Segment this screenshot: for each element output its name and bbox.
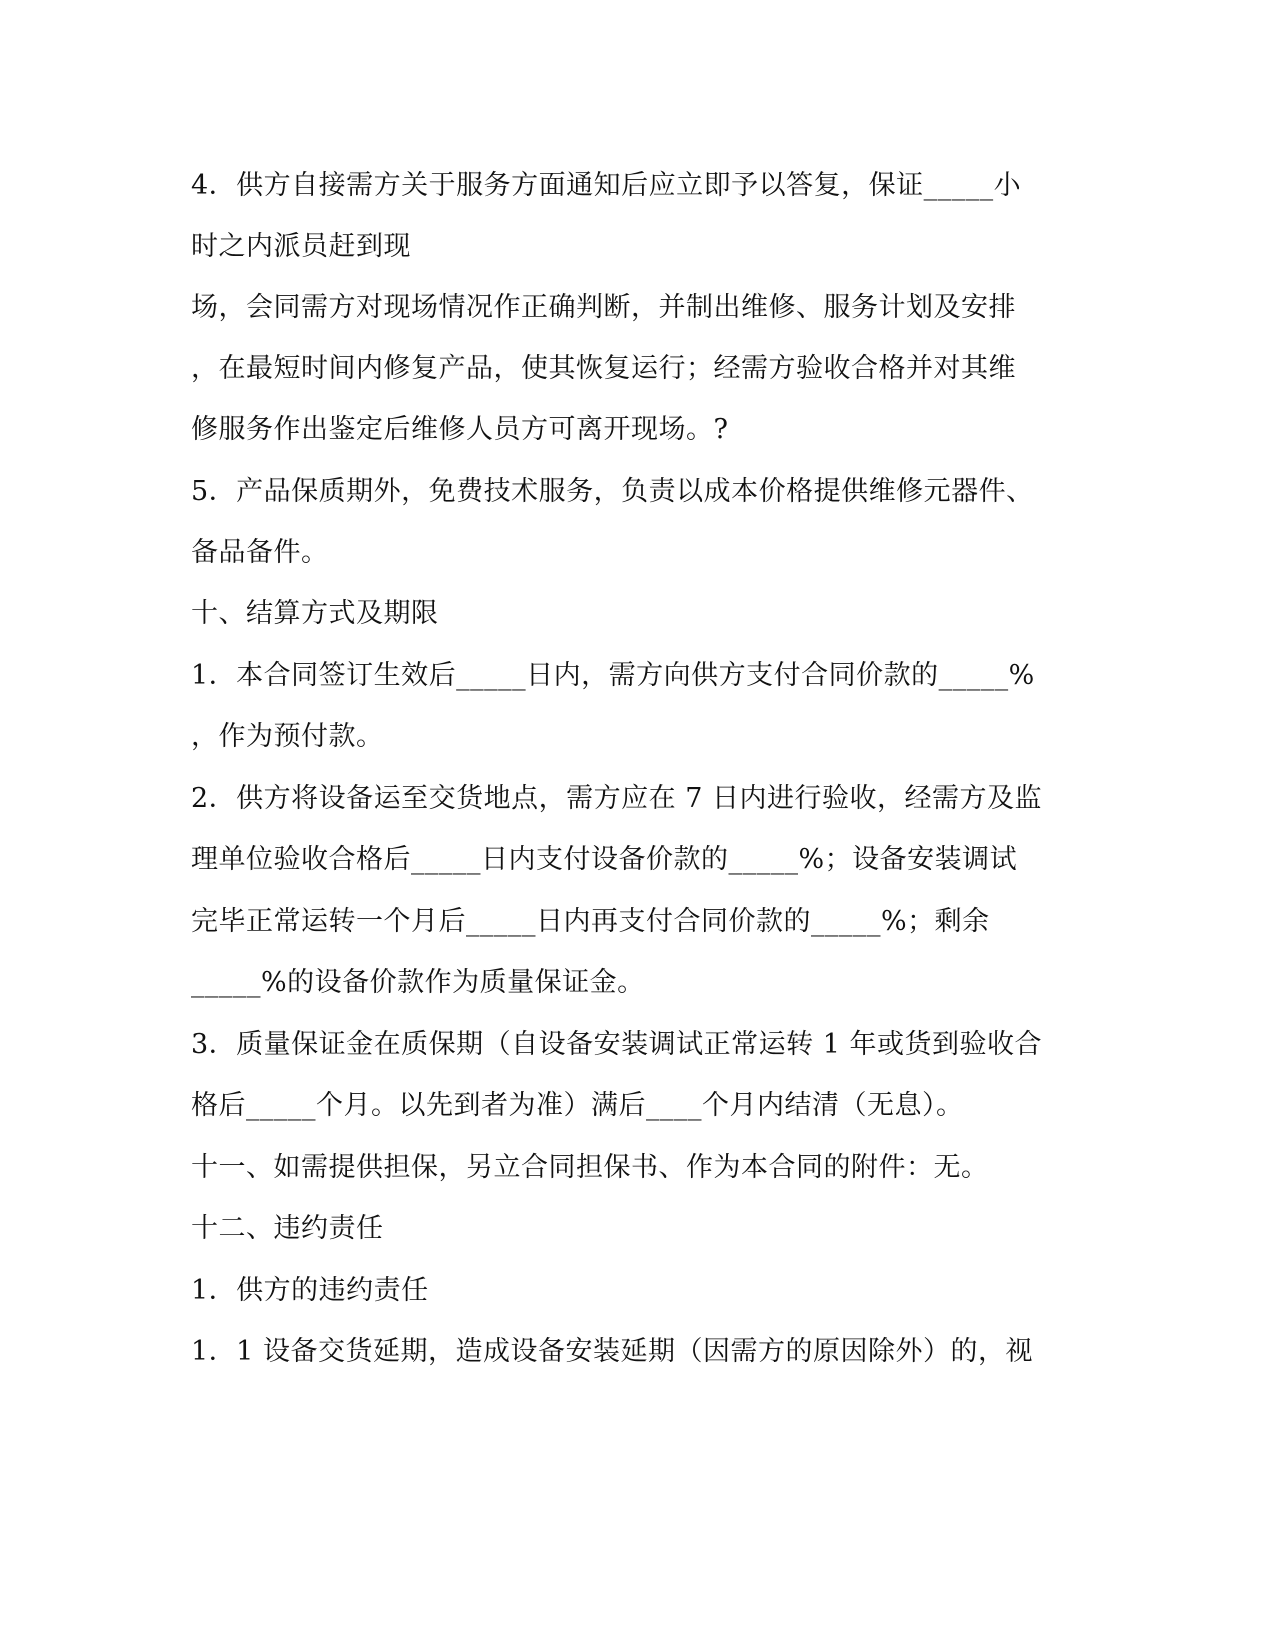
- paragraph-line: 3．质量保证金在质保期（自设备安装调试正常运转 1 年或货到验收合: [191, 1029, 1043, 1060]
- paragraph-line: 1．1 设备交货延期，造成设备安装延期（因需方的原因除外）的，视: [191, 1336, 1033, 1367]
- paragraph-line: 1．本合同签订生效后_____日内，需方向供方支付合同价款的_____%: [191, 660, 1035, 691]
- paragraph-line: 完毕正常运转一个月后_____日内再支付合同价款的_____%；剩余: [191, 906, 990, 937]
- paragraph-line: 理单位验收合格后_____日内支付设备价款的_____%；设备安装调试: [191, 844, 1018, 875]
- paragraph-line: 修服务作出鉴定后维修人员方可离开现场。?: [191, 414, 729, 445]
- paragraph-line: ，作为预付款。: [191, 721, 384, 752]
- paragraph-line: 4．供方自接需方关于服务方面通知后应立即予以答复，保证_____小: [191, 170, 1022, 201]
- section-heading: 十、结算方式及期限: [191, 598, 439, 629]
- section-heading: 十二、违约责任: [191, 1213, 384, 1244]
- paragraph-line: 2．供方将设备运至交货地点，需方应在 7 日内进行验收，经需方及监: [191, 783, 1043, 814]
- paragraph-line: 场，会同需方对现场情况作正确判断，并制出维修、服务计划及安排: [191, 292, 1016, 323]
- paragraph-line: _____%的设备价款作为质量保证金。: [191, 967, 645, 998]
- paragraph-line: 格后_____个月。以先到者为准）满后____个月内结清（无息）。: [191, 1090, 964, 1121]
- paragraph-line: 1．供方的违约责任: [191, 1275, 429, 1306]
- paragraph-line: 备品备件。: [191, 537, 329, 568]
- paragraph-line: 时之内派员赶到现: [191, 231, 411, 262]
- paragraph-line: 5．产品保质期外，免费技术服务，负责以成本价格提供维修元器件、: [191, 476, 1034, 507]
- paragraph-line: ，在最短时间内修复产品，使其恢复运行；经需方验收合格并对其维: [191, 353, 1016, 384]
- section-heading: 十一、如需提供担保，另立合同担保书、作为本合同的附件：无。: [191, 1152, 989, 1183]
